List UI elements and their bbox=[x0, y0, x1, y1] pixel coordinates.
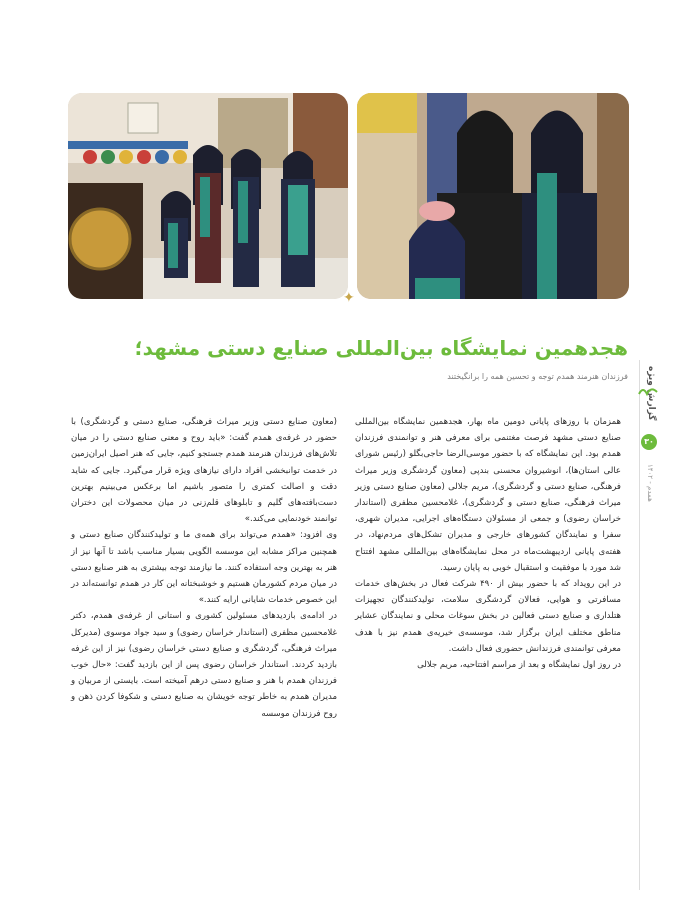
group-portrait-photo bbox=[357, 93, 629, 299]
magazine-logo-icon bbox=[637, 384, 659, 398]
paragraph: در روز اول نمایشگاه و بعد از مراسم افتتاحیه، مریم جلالی bbox=[417, 660, 621, 671]
paragraph: در این رویداد که با حضور بیش از ۴۹۰ شرکت فعال در بخش‌های خدمات مسافرتی و هوایی، فعالان گردشگری سلامت، تولیدکنندگان تجهیزات هتلداری و صنایع دستی فعالین در بخش سوغات محلی و نمایندگان عشایر مناطق مختلف ایران برگزار شد، موسسه‌ی خیریه‌ی همدم نیز با هدف معرفی توانمندی فرزندانش حضوری فعال داشت. bbox=[355, 579, 621, 654]
article-column-left bbox=[71, 414, 337, 722]
sidebar-rule bbox=[639, 360, 640, 890]
exhibition-booth-photo bbox=[68, 93, 348, 299]
article-subtitle: فرزندان هنرمند همدم توجه و تحسین همه را برانگیختند bbox=[447, 372, 628, 381]
paragraph: وی افزود: «همدم می‌تواند برای همه‌ی ما و تولیدکنندگان صنایع دستی و همچنین مراکز مشابه این موسسه الگویی بسیار مناسب باشد تا آنها نیز از هنر به بهترین وجه استفاده کنند. ما نیازمند توجه بیشتری به هنر صنایع دستی در میان مردم کشورمان هستیم و خوشبختانه این کار در همدم توانسته‌اند در این خصوص خدمات شایانی ارایه کنند.» bbox=[71, 530, 337, 606]
paragraph: (معاون صنایع دستی وزیر میراث فرهنگی، صنایع دستی و گردشگری) با حضور در غرفه‌ی همدم گفت: «باید روح و معنی صنایع دستی را در میان تلاش‌های فرزندان هنرمند همدم جستجو کنیم، جایی که هنر اصیل ایران‌زمین در خدمت توانبخشی افراد دارای نیازهای ویژه قرار می‌گیرد. جایی که شاید دقت و اصالت کمتری را متصور باشیم اما برعکس می‌بینیم بهترین دست‌بافته‌های گلیم و تابلوهای قلم‌زنی در میان محصولات این دختران توانمند خودنمایی می‌کند.» bbox=[71, 417, 337, 525]
section-label: گزارش ویژه bbox=[646, 366, 656, 421]
paragraph: همزمان با روزهای پایانی دومین ماه بهار، هجدهمین نمایشگاه بین‌المللی صنایع دستی مشهد فرصت مغتنمی برای معرفی هنر و توانمندی فرزندان همدم بود. این نمایشگاه که با حضور موسی‌الرضا حاجی‌بگلو (رئیس شورای عالی استان‌ها)، انوشیروان محسنی بندپی (معاون گردشگری وزیر میراث فرهنگی، صنایع دستی و گردشگری)، مریم جلالی (معاون صنایع دستی وزیر میراث فرهنگی، صنایع دستی و گردشگری)، غلامحسین مظفری (استاندار خراسان رضوی) و جمعی از مسئولان دستگاه‌های اجرایی، مدیران شهری، سفرا و نمایندگان کشورهای خارجی و مدیران تشکل‌های مردم‌نهاد، در هفته‌ی پایانی اردیبهشت‌ماه در محل نمایشگاه‌های بین‌المللی مشهد افتتاح شد مورد با موفقیت و استقبال خوبی به پایان رسید. bbox=[355, 417, 621, 573]
divider-ornament-icon: ✦ bbox=[343, 290, 355, 306]
page-number-badge: ۳۰ bbox=[641, 434, 657, 450]
article-column-right bbox=[355, 414, 621, 673]
issue-label: همدم - ۱۴۰۲ bbox=[646, 464, 654, 502]
article-title: هجدهمین نمایشگاه بین‌المللی صنایع دستی مشهد؛ bbox=[134, 336, 628, 360]
paragraph: در ادامه‌ی بازدیدهای مسئولین کشوری و استانی از غرفه‌ی همدم، دکتر غلامحسین مظفری (استاندار خراسان رضوی) و سید جواد موسوی (مدیرکل میراث فرهنگی، گردشگری و صنایع دستی خراسان رضوی) نیز از این غرفه بازدید کردند. استاندار خراسان رضوی پس از این بازدید گفت: «حال خوب فرزندان همدم با هنر و صنایع دستی درهم آمیخته است. بایستی از مربیان و مدیران همدم به خاطر توجه خویشان به صنایع دستی و شکوفا کردن ذهن و روح فرزندان موسسه bbox=[71, 611, 337, 719]
